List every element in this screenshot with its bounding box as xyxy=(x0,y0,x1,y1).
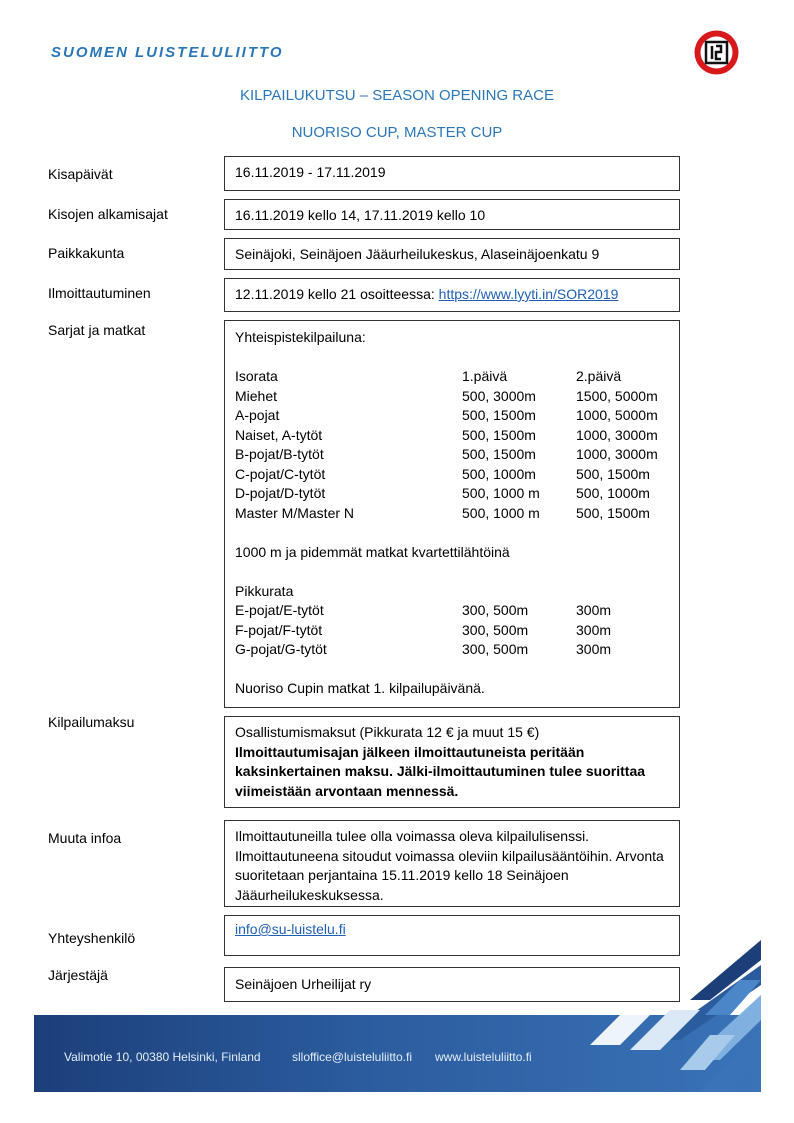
footer-website: www.luisteluliitto.fi xyxy=(435,1050,532,1064)
dates-box xyxy=(224,156,680,191)
footer-email: slloffice@luisteluliitto.fi xyxy=(292,1050,413,1064)
fee-line: Osallistumismaksut (Pikkurata 12 € ja muut 15 €) xyxy=(235,724,540,740)
day1-distances: 500, 1000m xyxy=(462,465,536,482)
series-name: A-pojat xyxy=(235,407,280,423)
org-name: SUOMEN LUISTELULIITTO xyxy=(51,44,284,61)
late-fee-notice: Ilmoittautumisajan jälkeen ilmoittautuneista peritään kaksinkertainen maksu. Jälki-ilmoittautuminen tulee suorittaa viimeistään arvontaan mennessä. xyxy=(235,743,646,799)
day2-distances: 1000, 3000m xyxy=(576,446,658,462)
day1-distances: 300, 500m xyxy=(462,641,529,657)
contact-label: Yhteyshenkilö xyxy=(48,930,136,946)
contact-email-link[interactable]: info@su-luistelu.fi xyxy=(235,921,346,937)
fee-box xyxy=(224,716,680,808)
info-label: Muuta infoa xyxy=(48,830,122,846)
day1-distances: 500, 1500m xyxy=(462,426,536,443)
day2-header: 2.päivä xyxy=(576,368,622,384)
day2-distances: 1500, 5000m xyxy=(576,387,658,404)
info-value: Ilmoittautuneilla tulee olla voimassa oleva kilpailulisenssi. Ilmoittautuneena sitoudut voimassa oleviin kilpailusääntöihin. Arvonta suoritetaan perjantaina 15.11.2019 kello 18 Seinäjoen Jääurheilukeskuksessa. xyxy=(235,828,664,903)
pikkurata-title: Pikkurata xyxy=(235,582,294,599)
series-intro: Yhteispistekilpailuna: xyxy=(235,329,366,345)
table-row xyxy=(235,504,669,524)
day2-distances: 500, 1500m xyxy=(576,465,650,482)
table-row xyxy=(235,426,669,446)
decorative-stripes xyxy=(560,940,761,1092)
registration-label: Ilmoittautuminen xyxy=(48,285,151,301)
day1-distances: 500, 1000 m xyxy=(462,504,540,521)
day2-distances: 300m xyxy=(576,641,612,657)
start-times-value: 16.11.2019 kello 14, 17.11.2019 kello 10 xyxy=(235,207,486,223)
day2-distances: 1000, 3000m xyxy=(576,426,658,443)
start-times-box xyxy=(224,199,680,230)
location-label: Paikkakunta xyxy=(48,245,125,261)
cup-note: Nuoriso Cupin matkat 1. kilpailupäivänä. xyxy=(235,680,485,696)
series-name: Naiset, A-tytöt xyxy=(235,426,323,443)
start-times-label: Kisojen alkamisajat xyxy=(48,206,168,222)
federation-logo xyxy=(694,30,739,75)
quartet-note: 1000 m ja pidemmät matkat kvartettilähtöinä xyxy=(235,543,510,560)
footer-address: Valimotie 10, 00380 Helsinki, Finland xyxy=(64,1050,261,1064)
series-name: Master M/Master N xyxy=(235,504,355,521)
series-label: Sarjat ja matkat xyxy=(48,322,146,338)
series-name: D-pojat/D-tytöt xyxy=(235,485,326,501)
page-subtitle: NUORISO CUP, MASTER CUP xyxy=(291,124,503,141)
registration-box xyxy=(224,278,680,312)
table-row xyxy=(235,484,669,504)
table-row xyxy=(235,621,669,641)
table-row xyxy=(235,601,669,621)
day1-header: 1.päivä xyxy=(462,368,508,384)
info-box xyxy=(224,820,680,907)
day2-distances: 500, 1500m xyxy=(576,504,650,521)
organizer-label: Järjestäjä xyxy=(48,967,108,983)
day2-distances: 300m xyxy=(576,602,612,618)
day1-distances: 300, 500m xyxy=(462,621,529,638)
dates-label: Kisapäivät xyxy=(48,166,113,182)
series-name: B-pojat/B-tytöt xyxy=(235,446,324,462)
location-value: Seinäjoki, Seinäjoen Jääurheilukeskus, Alaseinäjoenkatu 9 xyxy=(235,246,600,262)
series-name: F-pojat/F-tytöt xyxy=(235,621,323,638)
day1-distances: 500, 3000m xyxy=(462,387,536,404)
day1-distances: 300, 500m xyxy=(462,602,529,618)
day1-distances: 500, 1500m xyxy=(462,407,536,423)
series-name: Miehet xyxy=(235,387,278,404)
table-row xyxy=(235,640,669,660)
series-name: G-pojat/G-tytöt xyxy=(235,641,327,657)
isorata-title: Isorata xyxy=(235,368,278,384)
table-row xyxy=(235,465,669,485)
registration-value: 12.11.2019 kello 21 osoitteessa: xyxy=(235,286,439,302)
series-name: E-pojat/E-tytöt xyxy=(235,602,324,618)
registration-link[interactable]: https://www.lyyti.in/SOR2019 xyxy=(438,286,619,302)
series-box xyxy=(224,320,680,708)
day1-distances: 500, 1500m xyxy=(462,446,536,462)
organizer-value: Seinäjoen Urheilijat ry xyxy=(235,976,372,992)
day2-distances: 500, 1000m xyxy=(576,485,650,501)
isorata-header xyxy=(235,367,669,387)
fee-label: Kilpailumaksu xyxy=(48,714,135,730)
series-name: C-pojat/C-tytöt xyxy=(235,465,326,482)
day2-distances: 300m xyxy=(576,621,612,638)
table-row xyxy=(235,406,669,426)
page-title: KILPAILUKUTSU – SEASON OPENING RACE xyxy=(240,87,554,104)
table-row xyxy=(235,445,669,465)
dates-value: 16.11.2019 - 17.11.2019 xyxy=(235,164,386,180)
day1-distances: 500, 1000 m xyxy=(462,485,540,501)
day2-distances: 1000, 5000m xyxy=(576,407,658,423)
location-box xyxy=(224,238,680,270)
table-row xyxy=(235,387,669,407)
